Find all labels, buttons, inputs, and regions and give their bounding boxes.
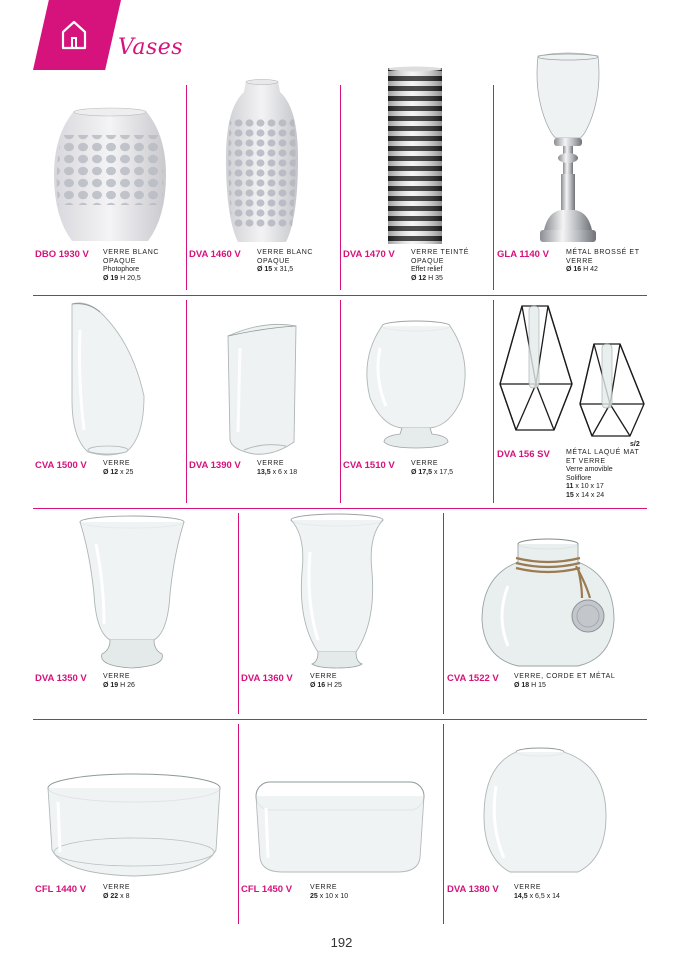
col-divider: [186, 300, 187, 503]
row-divider: [33, 719, 647, 720]
product-image-gla-1140: [530, 52, 606, 248]
product-dimensions: Ø 15 x 31,5: [257, 266, 294, 273]
set-badge: s/2: [630, 441, 640, 448]
product-image-dbo-1930: [48, 105, 172, 245]
row-divider: [33, 295, 647, 296]
product-dimensions: Ø 19 H 20,5: [103, 274, 141, 282]
product-material: MÉTAL BROSSÉ ET VERRE: [566, 249, 640, 265]
page-title: Vases: [118, 35, 184, 60]
product-material: VERRE: [310, 673, 338, 680]
product-code: CFL 1450 V: [241, 884, 293, 895]
product-image-cfl-1450: [252, 778, 428, 876]
product-dimensions: Ø 19 H 26: [103, 681, 135, 689]
col-divider: [443, 724, 444, 924]
product-dimensions: Ø 16 H 25: [310, 681, 342, 689]
product-description: [566, 249, 646, 275]
product-description: [103, 249, 183, 283]
product-dimensions: Ø 18 H 15: [514, 681, 546, 689]
product-material: VERRE BLANC OPAQUE: [103, 249, 160, 265]
product-description: [103, 884, 223, 901]
home-icon: [49, 14, 99, 54]
product-note: Verre amovible: [566, 466, 613, 473]
product-dimensions: Ø 22 x 8: [103, 892, 130, 900]
product-material: VERRE BLANC OPAQUE: [257, 249, 314, 265]
row-divider: [33, 508, 647, 509]
col-divider: [443, 513, 444, 714]
product-code: DVA 1390 V: [189, 460, 241, 471]
col-divider: [186, 85, 187, 290]
product-dimensions: 11 x 10 x 17: [566, 483, 604, 490]
product-material: VERRE: [257, 460, 285, 467]
product-image-dva-1380: [480, 746, 610, 880]
product-code: CVA 1510 V: [343, 460, 395, 471]
product-description: [257, 249, 337, 275]
col-divider: [340, 300, 341, 503]
product-dimensions: 13,5 x 6 x 18: [257, 468, 298, 476]
product-dimensions: 25 x 10 x 10: [310, 892, 349, 900]
product-dimensions: 15 x 14 x 24: [566, 491, 605, 499]
product-image-dva-156: [496, 302, 646, 438]
product-image-dva-1390: [224, 322, 300, 456]
product-code: CFL 1440 V: [35, 884, 87, 895]
col-divider: [238, 513, 239, 714]
product-description: [310, 673, 430, 690]
product-dimensions: 14,5 x 6,5 x 14: [514, 892, 560, 900]
product-dimensions: Ø 12 H 35: [411, 274, 443, 282]
product-description: [103, 673, 223, 690]
product-dimensions: Ø 17,5 x 17,5: [411, 468, 454, 476]
product-code: DVA 1460 V: [189, 249, 241, 260]
product-description: [514, 673, 648, 690]
product-material: VERRE, CORDE ET MÉTAL: [514, 673, 616, 680]
product-description: [103, 460, 183, 477]
product-image-dva-1350: [76, 514, 188, 672]
col-divider: [238, 724, 239, 924]
product-description: [310, 884, 430, 901]
product-dimensions: Ø 12 x 25: [103, 468, 134, 476]
product-note: Effet relief: [411, 266, 443, 273]
product-image-dva-1470: [386, 66, 444, 246]
product-note: Soliflore: [566, 474, 592, 482]
product-image-cva-1522: [478, 536, 622, 670]
product-description: [514, 884, 648, 901]
product-material: VERRE: [103, 460, 131, 467]
col-divider: [493, 300, 494, 503]
product-image-cva-1510: [360, 318, 472, 450]
product-code: GLA 1140 V: [497, 249, 549, 260]
product-image-cfl-1440: [44, 772, 224, 880]
product-dimensions: Ø 16 H 42: [566, 266, 598, 273]
product-image-cva-1500: [66, 300, 148, 458]
product-code: DBO 1930 V: [35, 249, 89, 260]
product-description: [411, 249, 491, 283]
product-image-dva-1360: [288, 512, 386, 670]
product-image-dva-1460: [222, 78, 302, 246]
page-number: 192: [330, 935, 353, 950]
product-code: DVA 1470 V: [343, 249, 395, 260]
product-note: Photophore: [103, 266, 140, 273]
product-material: VERRE: [103, 673, 131, 680]
col-divider: [493, 85, 494, 290]
product-code: CVA 1500 V: [35, 460, 87, 471]
product-description: [411, 460, 491, 477]
product-material: MÉTAL LAQUÉ MAT ET VERRE: [566, 449, 640, 465]
product-material: VERRE: [103, 884, 131, 891]
product-material: VERRE TEINTÉ OPAQUE: [411, 249, 470, 265]
product-code: DVA 1350 V: [35, 673, 87, 684]
product-material: VERRE: [514, 884, 542, 891]
product-code: DVA 1360 V: [241, 673, 293, 684]
product-code: DVA 1380 V: [447, 884, 499, 895]
product-code: DVA 156 SV: [497, 449, 550, 460]
col-divider: [340, 85, 341, 290]
product-material: VERRE: [310, 884, 338, 891]
product-description: [257, 460, 337, 477]
product-code: CVA 1522 V: [447, 673, 499, 684]
product-material: VERRE: [411, 460, 439, 467]
product-description: [566, 449, 648, 500]
